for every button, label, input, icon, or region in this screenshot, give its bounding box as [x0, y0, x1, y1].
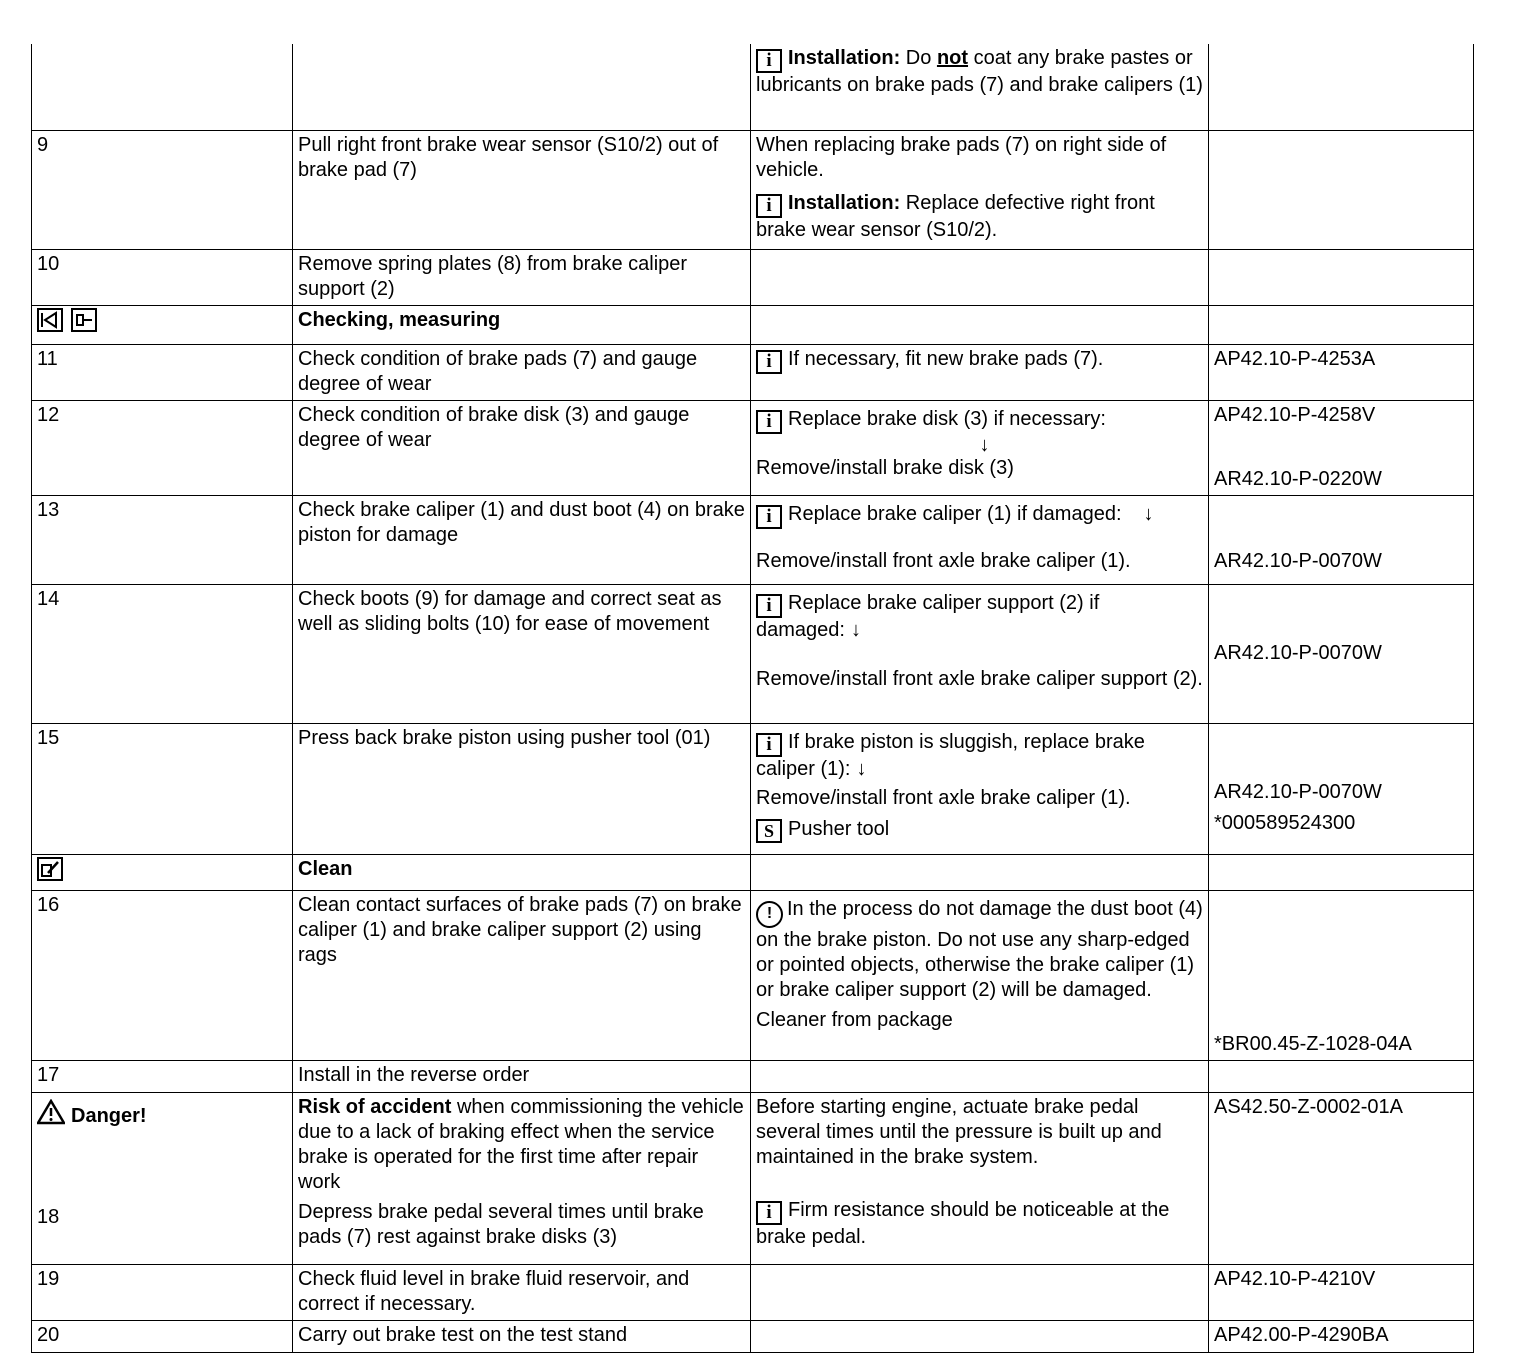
info-icon: i	[756, 505, 782, 529]
action-text: Install in the reverse order	[293, 1060, 751, 1092]
section-title: Checking, measuring	[293, 305, 751, 344]
notes-cell	[751, 723, 1209, 854]
note-text: Remove/install front axle brake caliper (1).	[756, 786, 1131, 809]
note-text: In the process do not damage the dust boot (4) on the brake piston. Do not use any sharp-edged or pointed objects, otherwise the brake caliper (1) or brake caliper support (2) will be damaged.	[756, 897, 1203, 1001]
note-text: Pusher tool	[788, 817, 890, 840]
checking-icon	[37, 308, 63, 332]
table-row	[32, 1320, 1474, 1352]
table-row	[32, 584, 1474, 723]
notes-cell	[751, 495, 1209, 584]
ref-cell: AP42.10-P-4253A	[1209, 344, 1474, 400]
section-icons	[32, 854, 293, 890]
action-text: Check fluid level in brake fluid reservoir, and correct if necessary.	[293, 1264, 751, 1320]
step-number: 10	[32, 249, 293, 305]
section-title: Clean	[293, 854, 751, 890]
danger-label: Danger!	[71, 1104, 147, 1127]
info-icon: i	[756, 594, 782, 618]
notes-cell	[751, 584, 1209, 723]
step-cell	[32, 44, 293, 130]
notes-cell	[751, 305, 1209, 344]
note-text: Cleaner from package	[756, 1008, 953, 1031]
notes-cell	[751, 249, 1209, 305]
step-number: 17	[32, 1060, 293, 1092]
ref-cell	[1209, 495, 1474, 584]
ref-code: AR42.10-P-0070W	[1214, 780, 1382, 803]
notes-cell	[751, 130, 1209, 249]
table-row	[32, 249, 1474, 305]
section-row	[32, 305, 1474, 344]
action-text: Check condition of brake pads (7) and gauge degree of wear	[293, 344, 751, 400]
step-number: 16	[32, 890, 293, 1060]
ref-code: AP42.10-P-4210V	[1209, 1264, 1474, 1320]
notes-cell	[751, 1320, 1209, 1352]
ref-cell	[1209, 44, 1474, 130]
table-row	[32, 400, 1474, 495]
arrow-down-icon: ↓	[856, 757, 867, 780]
note-text: Firm resistance should be noticeable at the brake pedal.	[756, 1198, 1170, 1248]
notice-icon: !	[756, 901, 783, 928]
info-icon: i	[756, 350, 782, 374]
notes-cell	[751, 854, 1209, 890]
notes-cell	[751, 1092, 1209, 1264]
info-icon: i	[756, 1201, 782, 1225]
notes-cell	[751, 1060, 1209, 1092]
step-number: 11	[32, 344, 293, 400]
action-text: Press back brake piston using pusher tool (01)	[293, 723, 751, 854]
notes-cell	[751, 400, 1209, 495]
action-text: Carry out brake test on the test stand	[293, 1320, 751, 1352]
table-row	[32, 1060, 1474, 1092]
note-text: If brake piston is sluggish, replace brake caliper (1):	[756, 730, 1145, 780]
arrow-down-icon: ↓	[850, 618, 861, 641]
note-text: Do	[905, 47, 932, 69]
table-row	[32, 495, 1474, 584]
notes-cell	[751, 890, 1209, 1060]
installation-label: Installation:	[788, 191, 901, 214]
table-row	[32, 44, 1474, 130]
section-icons	[32, 305, 293, 344]
note-text: Replace brake caliper (1) if damaged:	[788, 502, 1122, 525]
table-row	[32, 1092, 1474, 1264]
arrow-down-icon: ↓	[979, 433, 990, 456]
ref-cell	[1209, 1060, 1474, 1092]
note-installation	[756, 191, 1203, 243]
risk-label: Risk of accident	[298, 1095, 452, 1118]
tool-part-number: *000589524300	[1214, 811, 1356, 834]
ref-code: AS42.50-Z-0002-01A	[1209, 1092, 1474, 1264]
clean-icon	[37, 857, 63, 881]
ref-cell	[1209, 584, 1474, 723]
step-number: 18	[37, 1205, 60, 1228]
note-text: Replace brake disk (3) if necessary:	[788, 407, 1106, 430]
notes-cell	[751, 1264, 1209, 1320]
action-text: Check condition of brake disk (3) and gauge degree of wear	[293, 400, 751, 495]
warning-triangle-icon	[37, 1099, 65, 1132]
table-row	[32, 723, 1474, 854]
procedure-table	[31, 44, 1474, 1353]
action-text: Depress brake pedal several times until brake pads (7) rest against brake disks (3)	[298, 1200, 704, 1248]
step-cell	[32, 1092, 293, 1264]
ref-cell	[1209, 249, 1474, 305]
step-number: 15	[32, 723, 293, 854]
note-text: Remove/install brake disk (3)	[756, 456, 1014, 479]
ref-cell	[1209, 400, 1474, 495]
action-text: Pull right front brake wear sensor (S10/2) out of brake pad (7)	[293, 130, 751, 249]
ref-code: AP42.00-P-4290BA	[1209, 1320, 1474, 1352]
note-text: Replace brake caliper support (2) if damaged:	[756, 591, 1100, 641]
note-emphasis: not	[936, 47, 969, 69]
info-icon: i	[756, 49, 782, 73]
ref-cell	[1209, 130, 1474, 249]
tool-icon: S	[756, 819, 782, 843]
ref-code: AR42.10-P-0070W	[1214, 549, 1382, 572]
ref-cell	[1209, 305, 1474, 344]
action-text: Check boots (9) for damage and correct seat as well as sliding bolts (10) for ease of movement	[293, 584, 751, 723]
table-row	[32, 344, 1474, 400]
section-row	[32, 854, 1474, 890]
table-row	[32, 890, 1474, 1060]
ref-code: AR42.10-P-0220W	[1214, 467, 1382, 490]
step-number: 9	[32, 130, 293, 249]
step-number: 13	[32, 495, 293, 584]
action-cell	[293, 1092, 751, 1264]
ref-cell	[1209, 890, 1474, 1060]
step-number: 19	[32, 1264, 293, 1320]
installation-label: Installation:	[788, 47, 901, 69]
ref-code: AP42.10-P-4258V	[1214, 403, 1376, 426]
step-number: 12	[32, 400, 293, 495]
notes-cell	[751, 344, 1209, 400]
ref-code: AR42.10-P-0070W	[1214, 641, 1382, 664]
notes-cell	[751, 44, 1209, 130]
action-text: when commissioning the vehicle due to a lack of braking effect when the service brake is operated for the first time after repair work	[298, 1095, 744, 1193]
step-number: 20	[32, 1320, 293, 1352]
info-icon: i	[756, 733, 782, 757]
note-text: When replacing brake pads (7) on right side of vehicle.	[756, 133, 1167, 181]
action-text: Remove spring plates (8) from brake caliper support (2)	[293, 249, 751, 305]
step-number: 14	[32, 584, 293, 723]
ref-cell	[1209, 723, 1474, 854]
ref-code: *BR00.45-Z-1028-04A	[1214, 1032, 1412, 1055]
ref-cell	[1209, 854, 1474, 890]
info-icon: i	[756, 410, 782, 434]
note-text: If necessary, fit new brake pads (7).	[788, 347, 1104, 370]
action-cell	[293, 44, 751, 130]
note-text: Remove/install front axle brake caliper support (2).	[756, 667, 1203, 690]
table-row	[32, 130, 1474, 249]
note-text: coat any brake pastes or lubricants on brake pads (7) and brake calipers (1)	[756, 47, 1203, 96]
arrow-down-icon: ↓	[1143, 502, 1154, 525]
measuring-icon	[71, 308, 97, 332]
table-row	[32, 1264, 1474, 1320]
action-text: Clean contact surfaces of brake pads (7) on brake caliper (1) and brake caliper support (2) using rags	[293, 890, 751, 1060]
note-text: Remove/install front axle brake caliper (1).	[756, 549, 1131, 572]
action-text: Check brake caliper (1) and dust boot (4) on brake piston for damage	[293, 495, 751, 584]
note-text: Before starting engine, actuate brake pedal several times until the pressure is built up and maintained in the brake system.	[756, 1095, 1162, 1168]
note-text: Replace defective right front brake wear sensor (S10/2).	[756, 191, 1155, 241]
info-icon: i	[756, 194, 782, 218]
